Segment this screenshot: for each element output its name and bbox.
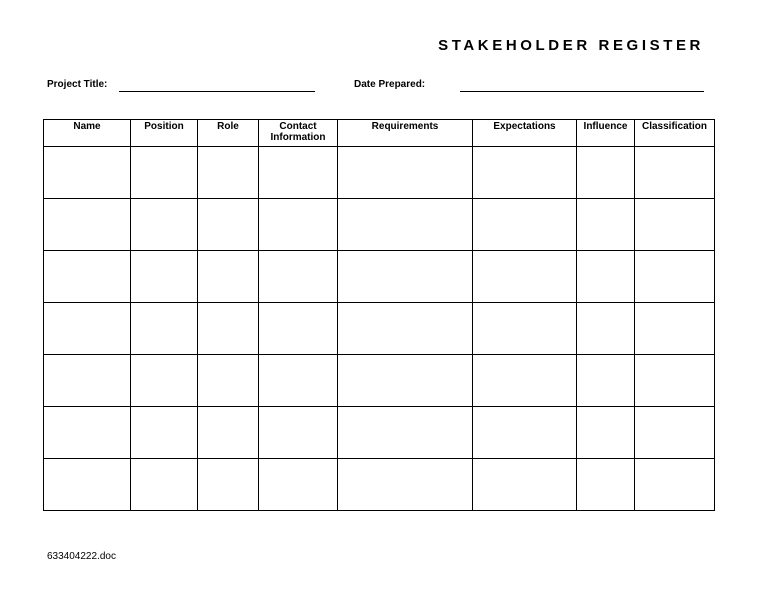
table-cell-name[interactable] (44, 407, 131, 459)
project-title-label: Project Title: (47, 79, 108, 90)
table-cell-requirements[interactable] (338, 251, 473, 303)
column-header-expectations: Expectations (473, 120, 577, 147)
table-cell-role[interactable] (198, 251, 259, 303)
table-cell-role[interactable] (198, 303, 259, 355)
table-row (44, 303, 715, 355)
table-cell-expectations[interactable] (473, 303, 577, 355)
table-body (44, 147, 715, 511)
column-header-influence: Influence (577, 120, 635, 147)
table-cell-position[interactable] (131, 355, 198, 407)
table-cell-influence[interactable] (577, 407, 635, 459)
table-cell-requirements[interactable] (338, 303, 473, 355)
table-cell-classification[interactable] (635, 459, 715, 511)
table-cell-classification[interactable] (635, 147, 715, 199)
table-row (44, 251, 715, 303)
table-cell-name[interactable] (44, 459, 131, 511)
table-row (44, 407, 715, 459)
table-cell-classification[interactable] (635, 251, 715, 303)
table-cell-role[interactable] (198, 459, 259, 511)
table-cell-expectations[interactable] (473, 199, 577, 251)
column-header-role: Role (198, 120, 259, 147)
table-cell-position[interactable] (131, 459, 198, 511)
table-header-row (44, 120, 715, 147)
table-cell-role[interactable] (198, 147, 259, 199)
table-cell-name[interactable] (44, 355, 131, 407)
table-cell-contact-information[interactable] (259, 251, 338, 303)
table-cell-contact-information[interactable] (259, 303, 338, 355)
stakeholder-register-table (43, 119, 715, 511)
footer-filename: 633404222.doc (47, 551, 116, 562)
table-cell-role[interactable] (198, 355, 259, 407)
table-cell-classification[interactable] (635, 303, 715, 355)
table-cell-position[interactable] (131, 251, 198, 303)
table-cell-name[interactable] (44, 147, 131, 199)
table-cell-expectations[interactable] (473, 251, 577, 303)
table-cell-expectations[interactable] (473, 355, 577, 407)
table-row (44, 147, 715, 199)
table-row (44, 355, 715, 407)
column-header-classification: Classification (635, 120, 715, 147)
table-cell-name[interactable] (44, 303, 131, 355)
table-cell-contact-information[interactable] (259, 355, 338, 407)
table-cell-requirements[interactable] (338, 147, 473, 199)
table-cell-classification[interactable] (635, 407, 715, 459)
column-header-requirements: Requirements (338, 120, 473, 147)
table-cell-requirements[interactable] (338, 355, 473, 407)
table-cell-influence[interactable] (577, 199, 635, 251)
table-cell-requirements[interactable] (338, 407, 473, 459)
table-cell-expectations[interactable] (473, 459, 577, 511)
table-cell-position[interactable] (131, 199, 198, 251)
table-cell-name[interactable] (44, 199, 131, 251)
table-cell-classification[interactable] (635, 199, 715, 251)
table-cell-role[interactable] (198, 407, 259, 459)
table-cell-classification[interactable] (635, 355, 715, 407)
table-cell-role[interactable] (198, 199, 259, 251)
table-cell-position[interactable] (131, 147, 198, 199)
table-row (44, 199, 715, 251)
table-cell-influence[interactable] (577, 459, 635, 511)
table-cell-position[interactable] (131, 407, 198, 459)
table-cell-requirements[interactable] (338, 459, 473, 511)
table-cell-influence[interactable] (577, 147, 635, 199)
table-cell-influence[interactable] (577, 303, 635, 355)
table-cell-influence[interactable] (577, 355, 635, 407)
date-prepared-label: Date Prepared: (354, 79, 426, 90)
table-row (44, 459, 715, 511)
project-title-field-line (119, 91, 315, 92)
table-cell-contact-information[interactable] (259, 407, 338, 459)
table-cell-position[interactable] (131, 303, 198, 355)
table-cell-contact-information[interactable] (259, 147, 338, 199)
table-cell-requirements[interactable] (338, 199, 473, 251)
column-header-name: Name (44, 120, 131, 147)
table-cell-contact-information[interactable] (259, 199, 338, 251)
table-cell-influence[interactable] (577, 251, 635, 303)
date-prepared-field-line (460, 91, 704, 92)
table-cell-name[interactable] (44, 251, 131, 303)
table-cell-expectations[interactable] (473, 407, 577, 459)
table-cell-expectations[interactable] (473, 147, 577, 199)
column-header-contact-information: Contact Information (259, 120, 338, 147)
document-title: STAKEHOLDER REGISTER (438, 37, 704, 54)
column-header-position: Position (131, 120, 198, 147)
table-cell-contact-information[interactable] (259, 459, 338, 511)
